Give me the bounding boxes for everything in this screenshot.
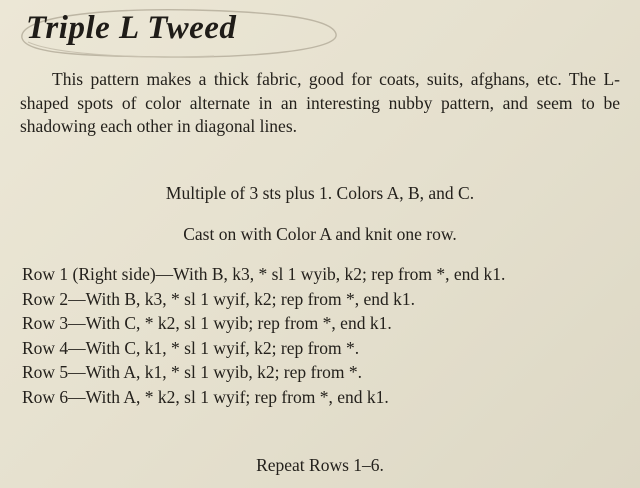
title-block (14, 4, 344, 62)
row-instruction: Row 5—With A, k1, * sl 1 wyib, k2; rep from *. (22, 362, 363, 382)
pattern-title: Triple L Tweed (26, 10, 237, 46)
row-instructions (22, 262, 622, 409)
row-instruction: Row 1 (Right side)—With B, k3, * sl 1 wyib, k2; rep from *, end k1. (22, 264, 506, 284)
row-instruction: Row 2—With B, k3, * sl 1 wyif, k2; rep from *, end k1. (22, 288, 416, 309)
repeat-line: Repeat Rows 1–6. (256, 455, 384, 475)
row-instruction: Row 3—With C, * k2, sl 1 wyib; rep from *, end k1. (22, 313, 392, 333)
intro-paragraph: This pattern makes a thick fabric, good for coats, suits, afghans, etc. The L-shaped spots of color alternate in an interesting nubby pattern, and seem to be shadowing each other in diagonal lines. (20, 69, 620, 136)
row-instruction: Row 4—With C, k1, * sl 1 wyif, k2; rep from *. (22, 337, 360, 358)
row-instruction: Row 6—With A, * k2, sl 1 wyif; rep from *, end k1. (22, 386, 389, 407)
cast-on-line: Cast on with Color A and knit one row. (183, 224, 457, 244)
multiple-line: Multiple of 3 sts plus 1. Colors A, B, and C. (165, 183, 475, 203)
